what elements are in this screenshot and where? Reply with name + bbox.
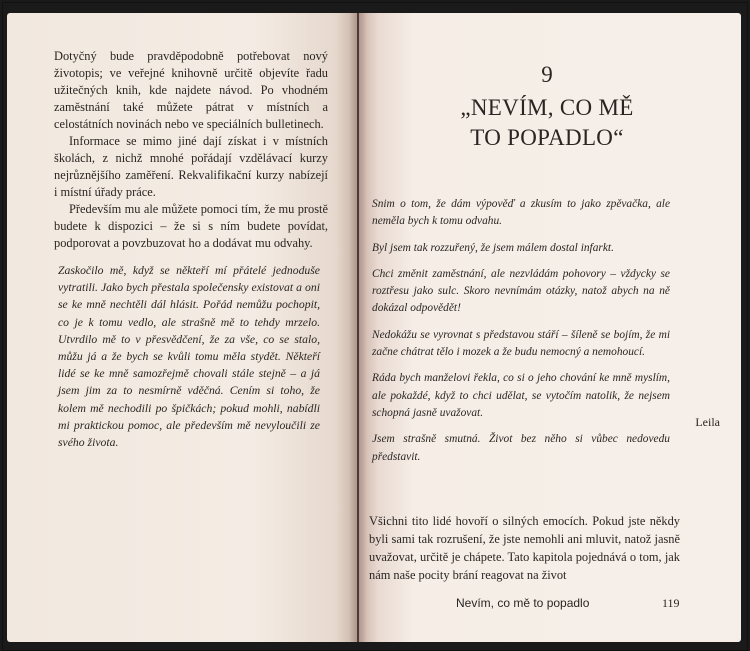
chapter-quote: Snim o tom, že dám výpověď a zkusím to jako zpěvačka, ale neměla bych k tomu odvahu.: [372, 198, 670, 228]
left-page-body: [54, 48, 328, 252]
left-paragraph: Dotyčný bude pravděpodobně potřebovat nový životopis; ve veřejné knihovně určitě objevíte řadu užitečných knih, kde najdete návod. Po vhodném zaměstnání také můžete pátrat v místních a celostátních novinách nebo ve speciálních bulletinech.: [54, 49, 328, 131]
page-number: 119: [662, 596, 680, 610]
chapter-title-line: TO POPADLO“: [470, 125, 624, 150]
chapter-quote: Ráda bych manželovi řekla, co si o jeho chování ke mně myslím, ale pokaždé, když to chci udělat, se vytočím natolik, že nejsem schopná jasně uvažovat.: [372, 372, 670, 419]
chapter-number: 9: [541, 62, 553, 87]
testimonial-text: Zaskočilo mě, když se někteří mí přátelé jednoduše vytratili. Jako bych přestala společensky existovat a oni se ke mně nechtěli dál hlásit. Pořád nemůžu pochopit, co je k tomu vedlo, ale strašně mě to tehdy mrzelo. Utvrdilo mě to v přesvědčení, že za vše, co se stalo, můžu já a že bych se kvůli tomu měla stydět. Někteří lidé se ke mně samozřejmě chovali stále stejně – a já jsem jim za to nesmírně vděčná. Cením si toho, že kolem mě nechodili po špičkách; pokud mohli, nabídli mi praktickou pomoc, ale především mě nevyloučili ze svého života.: [58, 264, 320, 450]
chapter-quote: Jsem strašně smutná. Život bez něho si vůbec nedovedu představit.: [372, 433, 670, 463]
left-paragraph: Především mu ale můžete pomoci tím, že mu prostě budete k dispozici – že si s ním budete povídat, podporovat a povzbuzovat ho a dodávat mu odvahy.: [54, 202, 328, 250]
running-footer-title: Nevím, co mě to popadlo: [456, 596, 590, 610]
chapter-title: [356, 93, 738, 153]
chapter-quote: Nedokážu se vyrovnat s představou stáří – šíleně se bojím, že mi začne chátrat tělo i mozek a že budu nemocný a nemohoucí.: [372, 328, 670, 359]
chapter-quote: Byl jsem tak rozzuřený, že jsem málem dostal infarkt.: [372, 241, 614, 254]
testimonial-quote: [58, 262, 320, 451]
chapter-quote: Chci změnit zaměstnání, ale nezvládám pohovory – vždycky se roztřesu jako sulc. Skoro nevnímám otázky, natož abych na ně dokázal odpovědět!: [372, 267, 670, 315]
chapter-title-line: „NEVÍM, CO MĚ: [460, 95, 634, 120]
right-page-body: Všichni tito lidé hovoří o silných emocích. Pokud jste někdy byli sami tak rozrušení, že jste nemohli ani mluvit, natož jasně uvažovat, určitě je chápete. Tato kapitola pojednává o tom, jak nám naše pocity brání reagovat na život: [369, 514, 680, 582]
testimonial-signature: Leila: [695, 415, 720, 429]
left-paragraph: Informace se mimo jiné dají získat i v místních školách, z nichž mnohé pořádají vzdělávací kurzy nejrůznějšího zaměření. Rekvalifikační kurzy nabízejí i místní úřady práce.: [54, 134, 328, 199]
chapter-quotes: [372, 196, 670, 475]
